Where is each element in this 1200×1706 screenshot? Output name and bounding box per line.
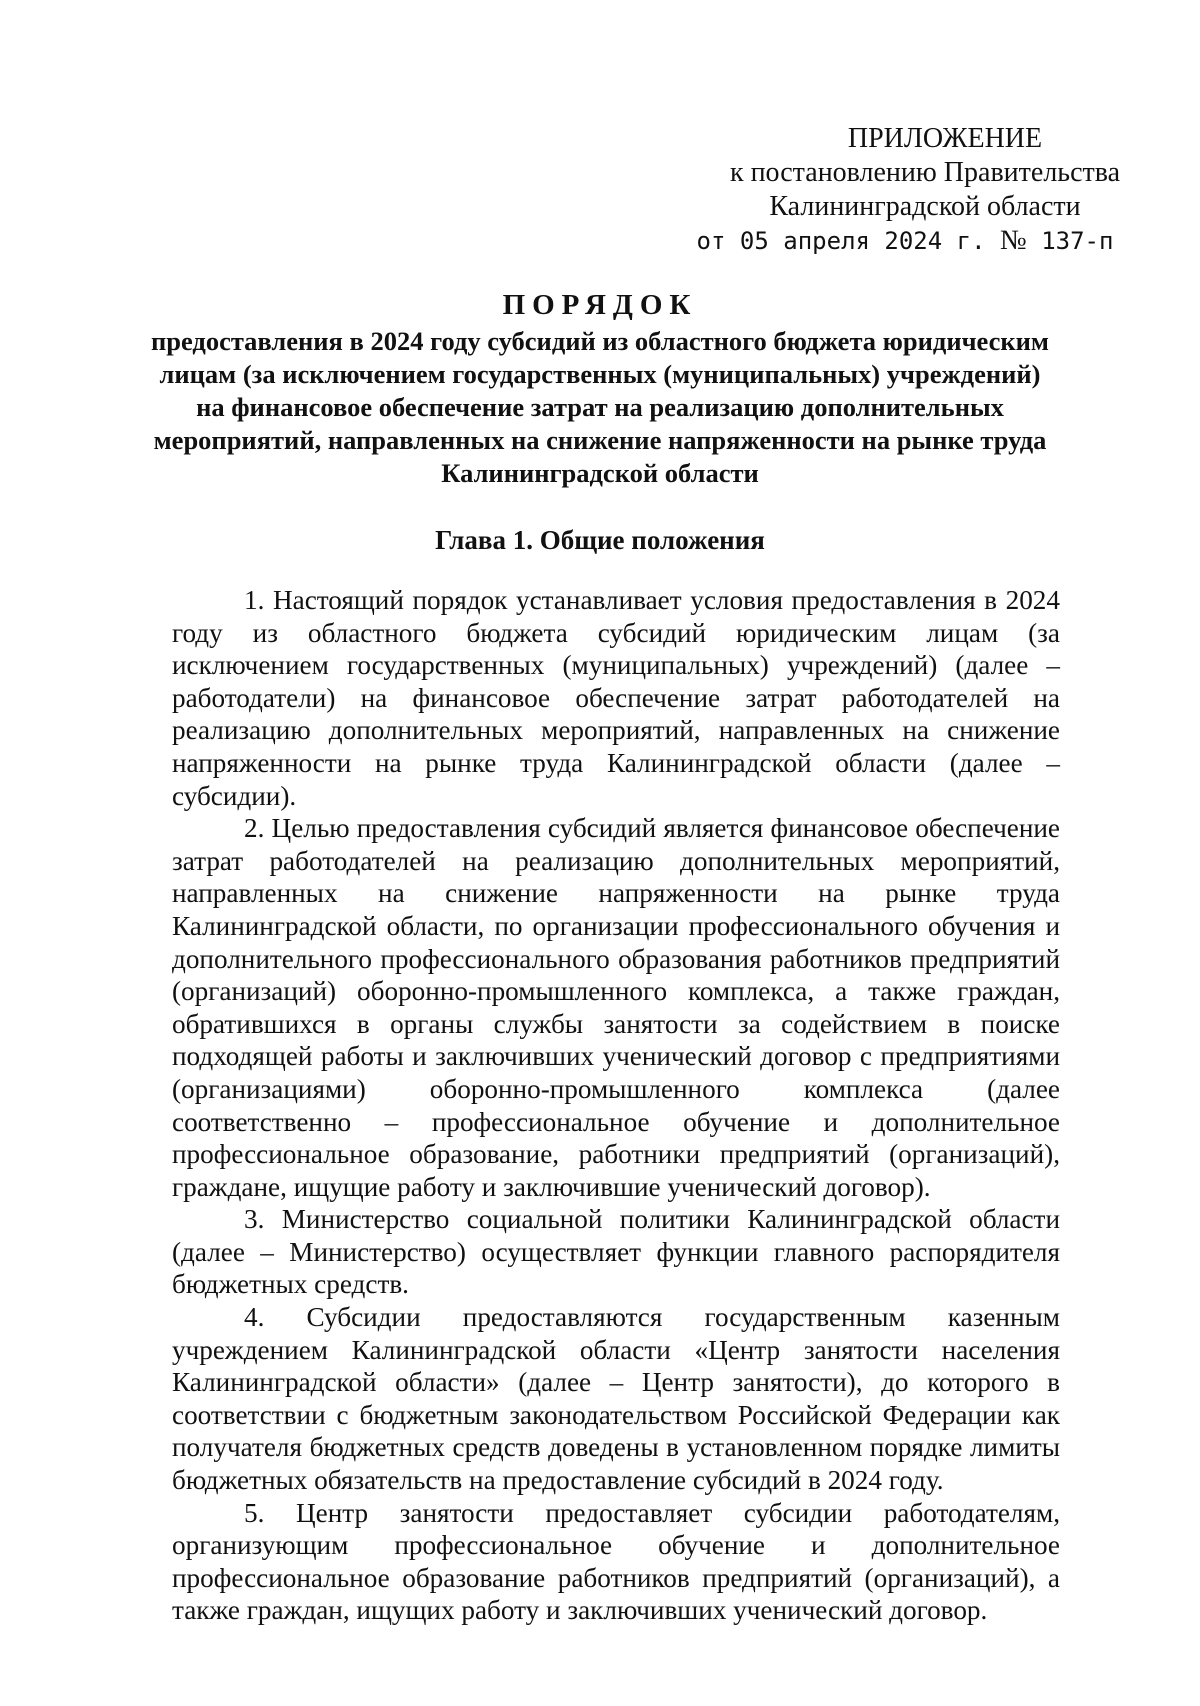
appendix-line-2: Калининградской области (769, 191, 1081, 222)
document-subtitle: предоставления в 2024 году субсидий из областного бюджета юридическим лицам (за исключением государственных (муниципальных) учреждений) на финансовое обеспечение затрат на реализацию дополнительных мероприятий, направленных на снижение напряженности на рынке труда Калининградской области (151, 326, 1049, 488)
appendix-line-1: к постановлению Правительства (729, 157, 1121, 188)
number-sign: № (1000, 225, 1027, 256)
date-day: 05 (739, 227, 769, 255)
paragraph-2: 2. Целью предоставления субсидий является финансовое обеспечение затрат работодателей на реализацию дополнительных мероприятий, направленных на снижение напряженности на рынке труда Калининградской области, по организации профессионального обучения и дополнительного профессионального образования работников предприятий (организаций) оборонно-промышленного комплекса, а также граждан, обратившихся в органы службы занятости за содействием в поиске подходящей работы и заключивших ученический договор с предприятиями (организациями) оборонно-промышленного комплекса (далее соответственно – профессиональное обучение и дополнительное профессиональное образование, работники предприятий (организаций), граждане, ищущие работу и заключившие ученический договор). (172, 813, 1060, 1202)
document-body (172, 584, 1060, 1627)
appendix-date-line (650, 224, 1160, 258)
paragraph-3: 3. Министерство социальной политики Калининградской области (далее – Министерство) осуществляет функции главного распорядителя бюджетных средств. (172, 1204, 1060, 1300)
chapter-heading: Глава 1. Общие положения (435, 525, 765, 555)
date-prefix: от (696, 227, 726, 255)
paragraph-5: 5. Центр занятости предоставляет субсидии работодателям, организующим профессиональное обучение и дополнительное профессиональное образование работников предприятий (организаций), а также граждан, ищущих работу и заключивших ученический договор. (172, 1497, 1060, 1626)
date-month-year: апреля 2024 г. (783, 227, 986, 255)
appendix-header (690, 122, 1160, 258)
paragraph-4: 4. Субсидии предоставляются государственным казенным учреждением Калининградской области «Центр занятости населения Калининградской области» (далее – Центр занятости), до которого в соответствии с бюджетным законодательством Российской Федерации как получателя бюджетных средств доведены в установленном порядке лимиты бюджетных обязательств на предоставление субсидий в 2024 году. (172, 1302, 1060, 1496)
document-title: ПОРЯДОК (502, 289, 698, 321)
document-number: 137-п (1041, 227, 1114, 255)
paragraph-1: 1. Настоящий порядок устанавливает условия предоставления в 2024 году из областного бюджета субсидий юридическим лицам (за исключением государственных (муниципальных) учреждений) (далее – работодатели) на финансовое обеспечение затрат работодателей на реализацию дополнительных мероприятий, направленных на снижение напряженности на рынке труда Калининградской области (далее – субсидии). (172, 585, 1060, 811)
appendix-title: ПРИЛОЖЕНИЕ (847, 123, 1043, 154)
